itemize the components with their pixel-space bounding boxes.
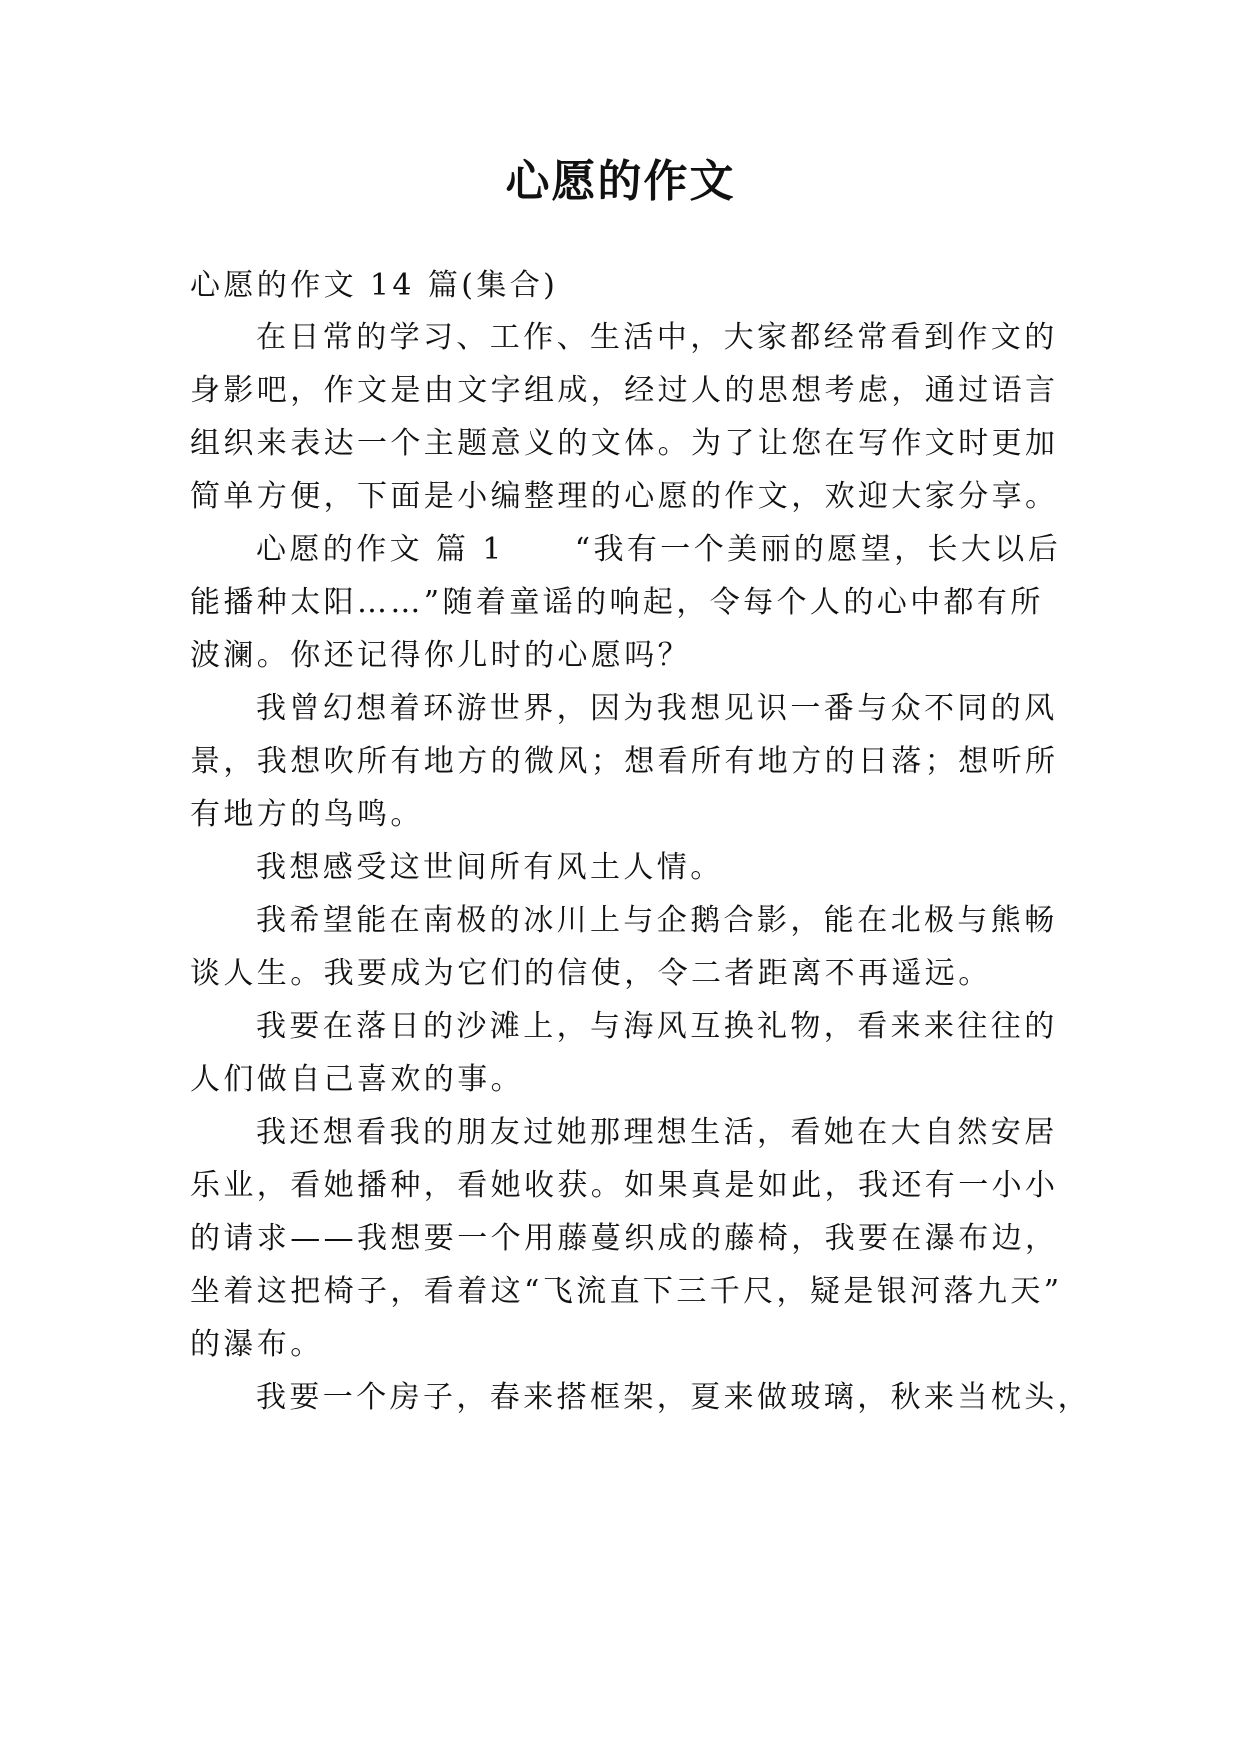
paragraph-line: 有地方的鸟鸣。 [190, 797, 424, 832]
paragraph-line: 人们做自己喜欢的事。 [190, 1062, 524, 1097]
paragraph-line: 我要在落日的沙滩上，与海风互换礼物，看来来往往的 [256, 1009, 1058, 1044]
paragraph-line: 能播种太阳……”随着童谣的响起，令每个人的心中都有所 [190, 585, 1044, 620]
paragraph-line: 我要一个房子，春来搭框架，夏来做玻璃，秋来当枕头， [256, 1380, 1091, 1415]
paragraph-line: 我希望能在南极的冰川上与企鹅合影，能在北极与熊畅 [256, 903, 1058, 938]
page-title: 心愿的作文 [505, 156, 736, 207]
section-heading: 心愿的作文 篇 1 [256, 532, 505, 567]
paragraph-line: 坐着这把椅子，看着这“飞流直下三千尺，疑是银河落九天” [190, 1274, 1063, 1309]
paragraph-line: 简单方便，下面是小编整理的心愿的作文，欢迎大家分享。 [190, 479, 1059, 514]
paragraph-line: 乐业，看她播种，看她收获。如果真是如此，我还有一小小 [190, 1168, 1059, 1203]
paragraph-line: 在日常的学习、工作、生活中，大家都经常看到作文的 [256, 320, 1058, 355]
paragraph-line: 身影吧，作文是由文字组成，经过人的思想考虑，通过语言 [190, 373, 1059, 408]
section-heading-line [256, 530, 1061, 570]
paragraph-line: 我还想看我的朋友过她那理想生活，看她在大自然安居 [256, 1115, 1058, 1150]
paragraph-line: 的请求——我想要一个用藤蔓织成的藤椅，我要在瀑布边， [190, 1221, 1059, 1256]
paragraph-line: 波澜。你还记得你儿时的心愿吗？ [190, 638, 691, 673]
paragraph-line: 谈人生。我要成为它们的信使，令二者距离不再遥远。 [190, 956, 992, 991]
paragraph-line: 组织来表达一个主题意义的文体。为了让您在写作文时更加 [190, 426, 1059, 461]
paragraph-line: “我有一个美丽的愿望，长大以后 [574, 532, 1062, 567]
paragraph-line: 的瀑布。 [190, 1327, 324, 1362]
paragraph-line: 我曾幻想着环游世界，因为我想见识一番与众不同的风 [256, 691, 1058, 726]
paragraph-line: 景，我想吹所有地方的微风；想看所有地方的日落；想听所 [190, 744, 1059, 779]
paragraph-line: 我想感受这世间所有风土人情。 [256, 850, 724, 885]
document-subtitle: 心愿的作文 14 篇(集合) [190, 268, 559, 303]
